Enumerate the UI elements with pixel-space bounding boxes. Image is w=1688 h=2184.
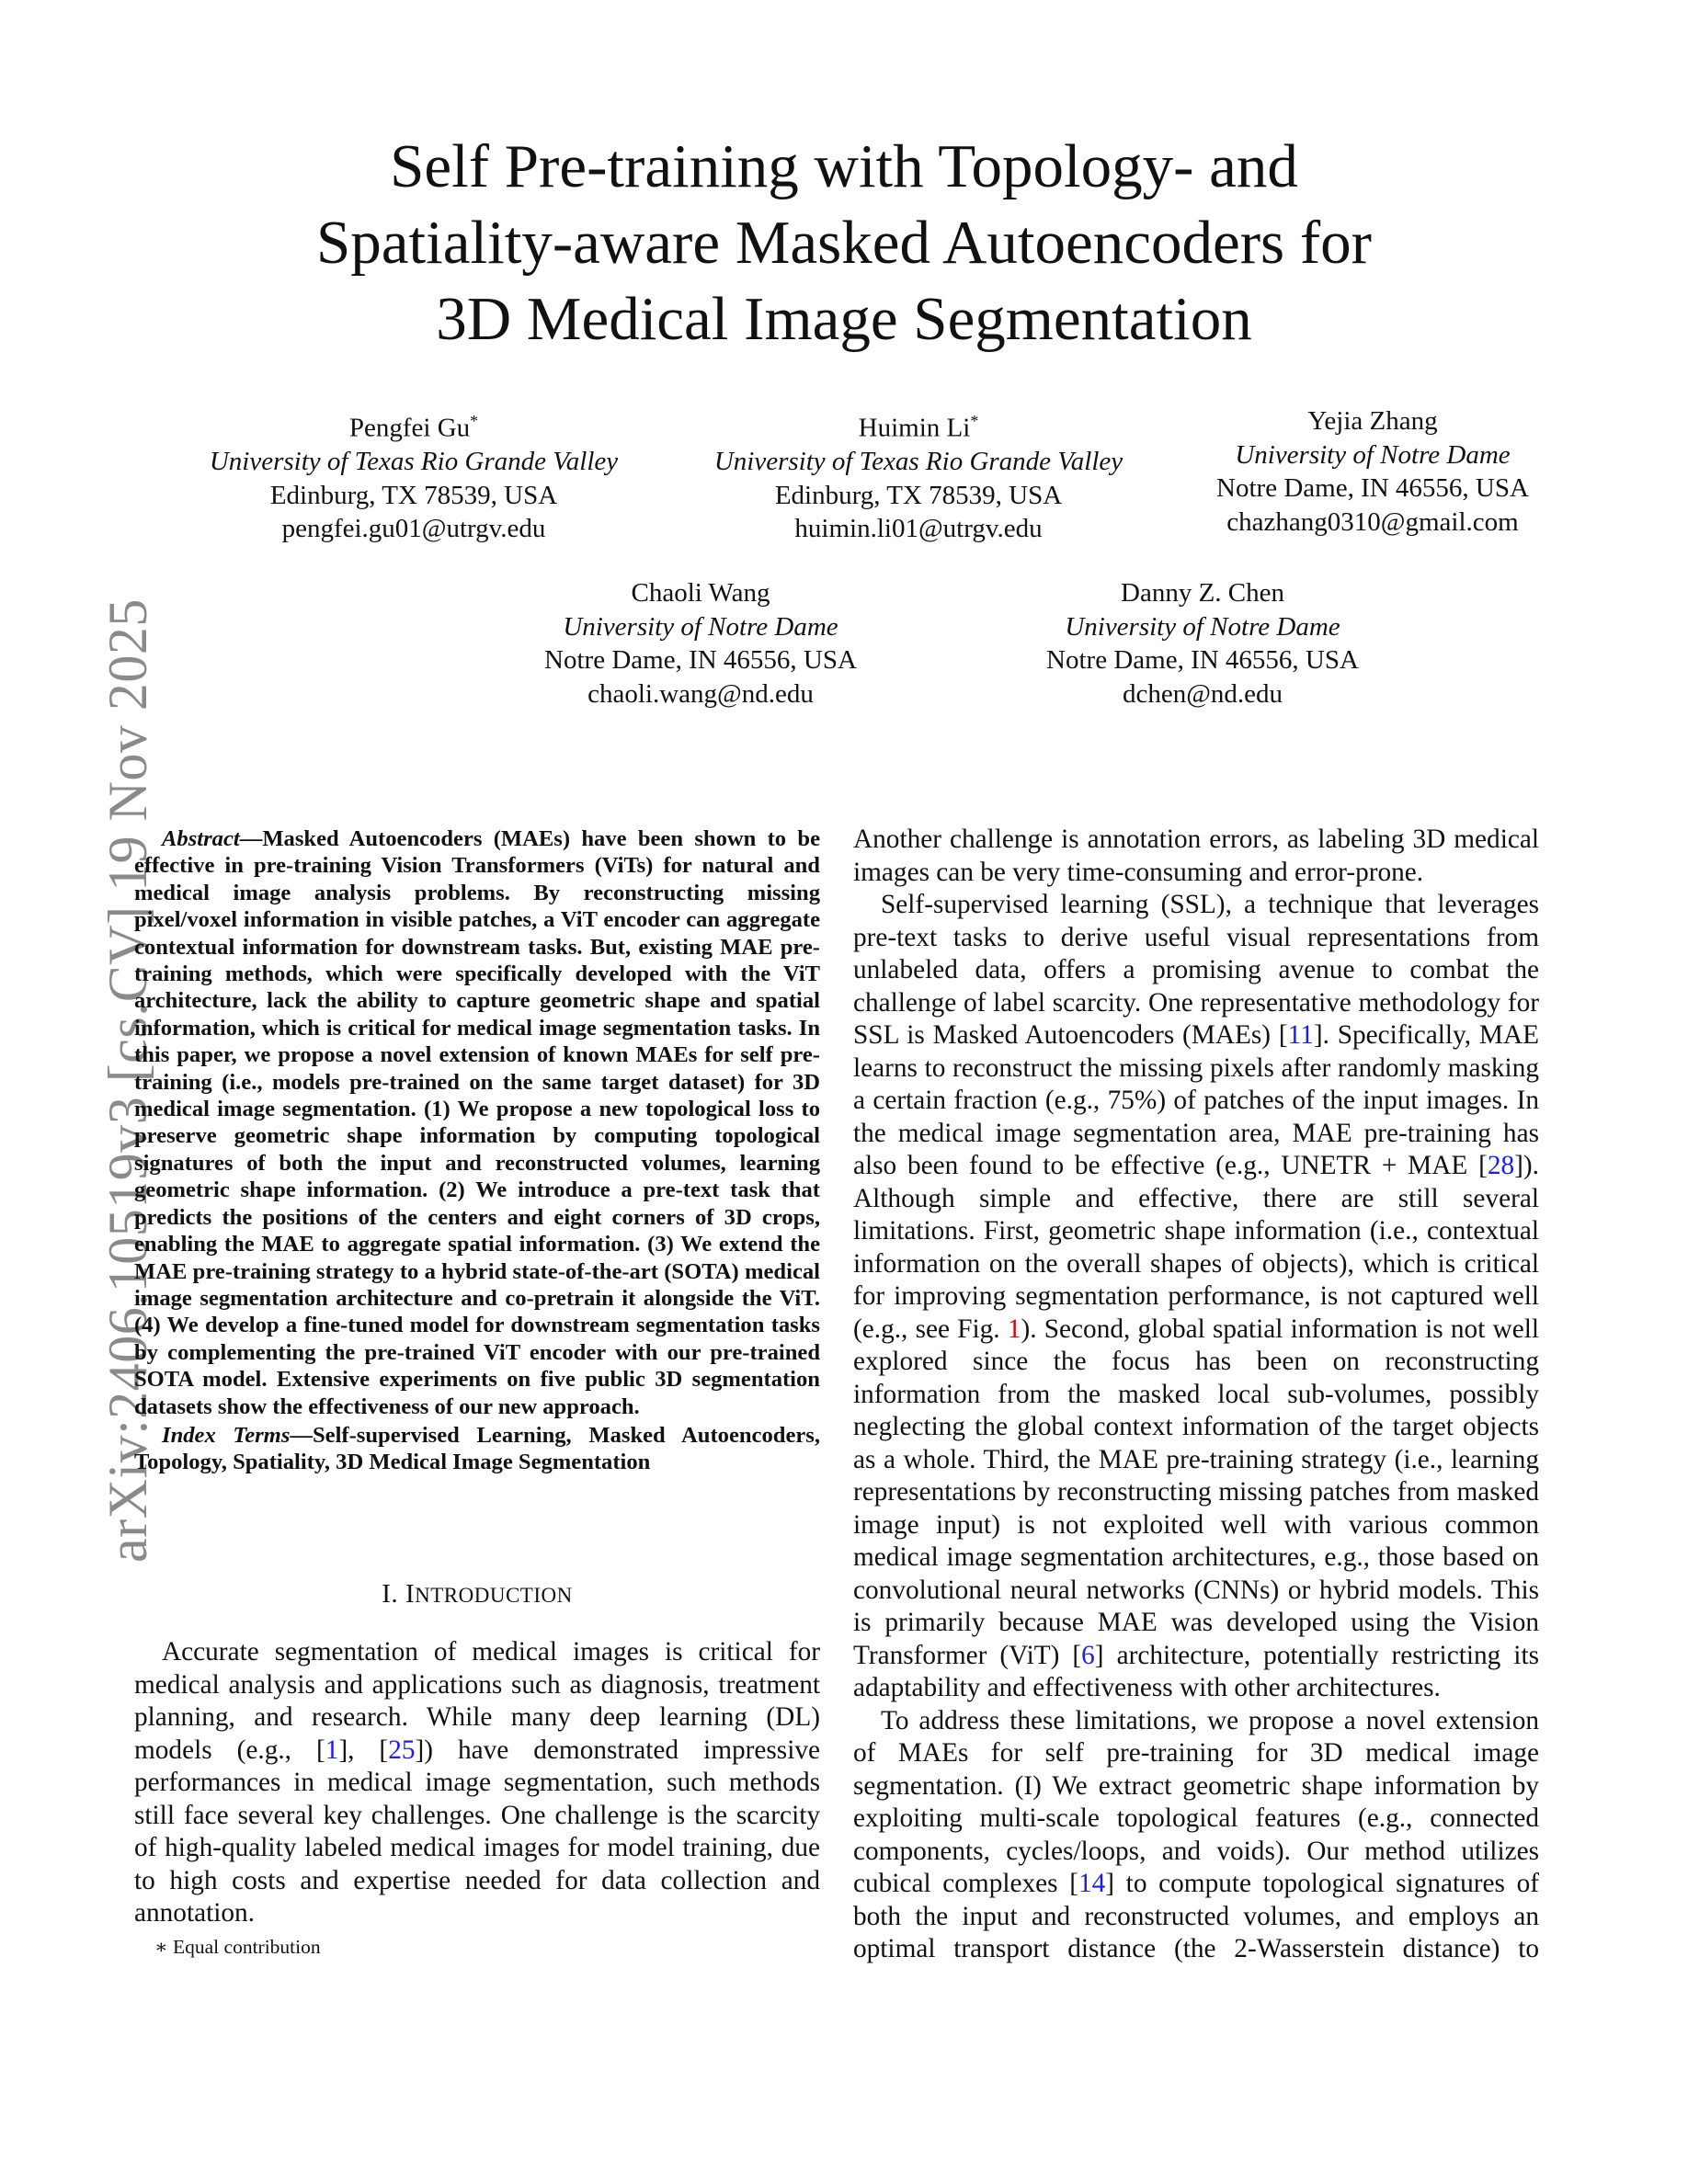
- author-location: Notre Dame, IN 46556, USA: [1216, 473, 1529, 503]
- citation-link[interactable]: 11: [1287, 1020, 1314, 1050]
- author-affiliation: University of Notre Dame: [1235, 439, 1511, 470]
- text-run: ] architecture, potentially restricting its adaptability and effectiveness with other architectures.: [853, 1640, 1539, 1702]
- equal-contribution-mark: *: [970, 412, 979, 430]
- text-run: ] to compute topological signatures of both the input and reconstructed volumes, and employs an optimal transport distance (the 2-Wasserstein distance) to: [853, 1869, 1540, 1963]
- citation-link[interactable]: 25: [388, 1735, 416, 1765]
- citation-link[interactable]: 28: [1487, 1151, 1515, 1180]
- paragraph: [134, 1636, 820, 1930]
- text-run: ]) have demonstrated impressive performances in medical image segmentation, such methods still face several key challenges. One challenge is the scarcity of high-quality labeled medical images for model training, due to high costs and expertise needed for data collection and annotation.: [134, 1735, 820, 1928]
- author-block: [1078, 404, 1667, 539]
- text-run: ]). Although simple and effective, there are still several limitations. First, geometric shape information (i.e., contextual information on the overall shapes of objects), which is critical for improving segmentation performance, is not captured well (e.g., see Fig.: [853, 1151, 1539, 1344]
- index-terms-label: Index Terms: [162, 1422, 291, 1448]
- citation-link[interactable]: 6: [1081, 1640, 1095, 1670]
- author-location: Edinburg, TX 78539, USA: [774, 480, 1063, 510]
- text-run: ). Second, global spatial information is not well explored since the focus has been on reconstructing information from the masked local sub-volumes, possibly neglecting the global context information of the target objects as a whole. Third, the MAE pre-training strategy (i.e., learning representations by reconstructing missing patches from masked image input) is not exploited well with various common medical image segmentation architectures, e.g., those based on convolutional neural networks (CNNs) or hybrid models. This is primarily because MAE was developed using the Vision Transformer (ViT) [: [853, 1314, 1539, 1670]
- index-terms-text: —Self-supervised Learning, Masked Autoencoders, Topology, Spatiality, 3D Medical Image Segmentation: [134, 1422, 820, 1475]
- abstract-label: Abstract: [162, 826, 240, 851]
- abstract-text: —Masked Autoencoders (MAEs) have been shown to be effective in pre-training Vision Transformers (ViTs) for natural and medical image analysis problems. By reconstructing missing pixel/voxel information in visible patches, a ViT encoder can aggregate contextual information for downstream tasks. But, existing MAE pre-training methods, which were specifically developed with the ViT architecture, lack the ability to capture geometric shape and spatial information, which is critical for medical image segmentation tasks. In this paper, we propose a novel extension of known MAEs for self pre-training (i.e., models pre-trained on the same target dataset) for 3D medical image segmentation. (1) We propose a new topological loss to preserve geometric shape information by computing topological signatures of both the input and reconstructed volumes, learning geometric shape information. (2) We introduce a pre-text task that predicts the positions of the centers and eight corners of 3D crops, enabling the MAE to aggregate spatial information. (3) We extend the MAE pre-training strategy to a hybrid state-of-the-art (SOTA) medical image segmentation architecture and co-pretrain it alongside the ViT. (4) We develop a fine-tuned model for downstream segmentation tasks by complementing the pre-trained ViT encoder with our pre-trained SOTA model. Extensive experiments on five public 3D segmentation datasets show the effectiveness of our new approach.: [134, 826, 820, 1419]
- text-run: ], [: [338, 1735, 389, 1765]
- text-run: Self-supervised learning (SSL), a technique that leverages pre-text tasks to derive useful visual representations from unlabeled data, offers a promising avenue to combat the challenge of label scarcity. One representative methodology for SSL is Masked Autoencoders (MAEs) [: [853, 890, 1539, 1050]
- author-block: [406, 576, 995, 711]
- author-block: [908, 576, 1497, 711]
- section-title-rest: NTRODUCTION: [415, 1584, 573, 1607]
- citation-link[interactable]: 1: [325, 1735, 339, 1765]
- footnote-mark: ∗: [154, 1936, 168, 1958]
- author-location: Edinburg, TX 78539, USA: [269, 480, 558, 510]
- author-name: Pengfei Gu: [348, 413, 471, 443]
- author-email[interactable]: pengfei.gu01@utrgv.edu: [281, 514, 546, 544]
- introduction-column-left: [134, 1636, 820, 1930]
- author-block: [120, 404, 708, 546]
- paragraph: Another challenge is annotation errors, as labeling 3D medical images can be very time-consuming and error-prone.: [853, 825, 1539, 887]
- citation-link[interactable]: 14: [1078, 1869, 1106, 1898]
- figure-link[interactable]: 1: [1007, 1314, 1021, 1344]
- author-name: Huimin Li: [858, 413, 971, 443]
- equal-contribution-mark: *: [470, 412, 479, 430]
- introduction-column-right: [853, 824, 1539, 1966]
- text-run: ]. Specifically, MAE learns to reconstruct the missing pixels after randomly masking a certain fraction (e.g., 75%) of patches of the input images. In the medical image segmentation area, MAE pre-training has also been found to be effective (e.g., UNETR + MAE [: [853, 1020, 1539, 1180]
- title-line: Spatiality-aware Masked Autoencoders for: [316, 209, 1372, 277]
- paper-title: [0, 129, 1688, 358]
- text-run: To address these limitations, we propose a novel extension of MAEs for self pre-training for 3D medical image segmentation. (I) We extract geometric shape information by exploiting multi-scale topological features (e.g., connected components, cycles/loops, and voids). Our method utilizes cubical complexes [: [853, 1705, 1539, 1898]
- footnote: [154, 1936, 321, 1959]
- section-number: I.: [382, 1579, 405, 1609]
- author-affiliation: University of Notre Dame: [1065, 611, 1340, 642]
- author-name: Chaoli Wang: [631, 578, 770, 608]
- title-line: Self Pre-training with Topology- and: [390, 132, 1298, 200]
- author-affiliation: University of Notre Dame: [563, 611, 838, 642]
- author-email[interactable]: chaoli.wang@nd.edu: [587, 678, 814, 709]
- text-run: Accurate segmentation of medical images is critical for medical analysis and applications such as diagnosis, treatment planning, and research. While many deep learning (DL) models (e.g., [: [134, 1637, 820, 1765]
- paragraph: [853, 889, 1539, 1705]
- author-location: Notre Dame, IN 46556, USA: [544, 645, 857, 675]
- author-email[interactable]: chazhang0310@gmail.com: [1226, 506, 1519, 537]
- abstract: [134, 825, 820, 1476]
- section-heading-introduction: [134, 1579, 820, 1610]
- author-affiliation: University of Texas Rio Grande Valley: [209, 447, 619, 477]
- author-name: Danny Z. Chen: [1121, 578, 1284, 608]
- author-location: Notre Dame, IN 46556, USA: [1046, 645, 1359, 675]
- author-email[interactable]: huimin.li01@utrgv.edu: [794, 514, 1043, 544]
- arxiv-stamp: arXiv:2406.10519v3 [cs.CV] 19 Nov 2025: [97, 598, 158, 1563]
- paragraph: [853, 1705, 1539, 1966]
- footnote-text: Equal contribution: [173, 1936, 321, 1958]
- author-affiliation: University of Texas Rio Grande Valley: [713, 447, 1123, 477]
- title-line: 3D Medical Image Segmentation: [436, 285, 1252, 353]
- author-email[interactable]: dchen@nd.edu: [1122, 678, 1283, 709]
- section-title-initial: I: [405, 1579, 416, 1609]
- author-name: Yejia Zhang: [1307, 406, 1438, 436]
